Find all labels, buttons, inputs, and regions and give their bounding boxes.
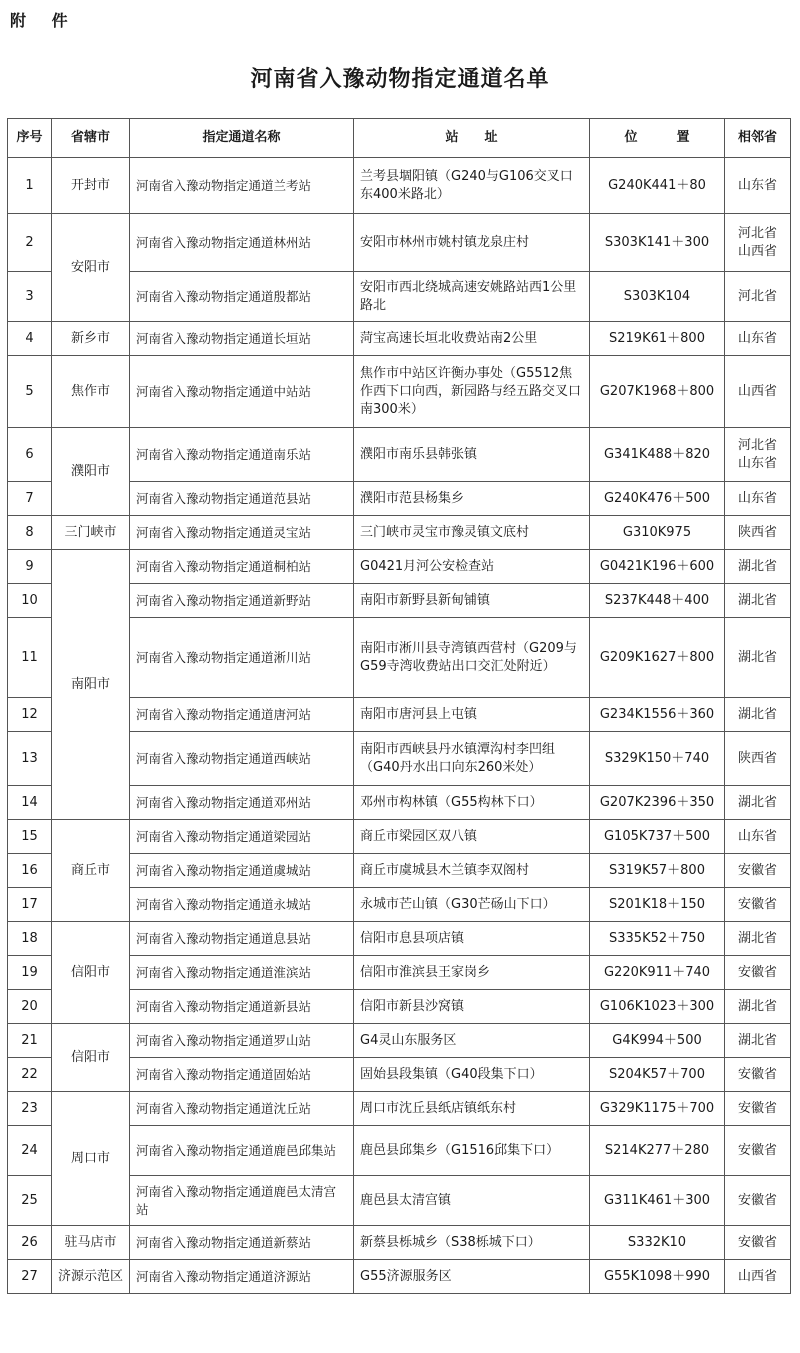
address-cell: 鹿邑县太清宫镇 (354, 1176, 590, 1226)
address-cell: 兰考县堌阳镇（G240与G106交叉口东400米路北） (354, 158, 590, 214)
channel-name: 河南省入豫动物指定通道林州站 (130, 214, 354, 272)
row-number: 27 (8, 1260, 52, 1294)
header-address: 站 址 (354, 119, 590, 158)
channel-name: 河南省入豫动物指定通道南乐站 (130, 428, 354, 482)
table-row (8, 214, 791, 272)
address-cell: G55济源服务区 (354, 1260, 590, 1294)
neighbor-cell: 河北省 山东省 (725, 428, 791, 482)
channel-name: 河南省入豫动物指定通道兰考站 (130, 158, 354, 214)
channel-name: 河南省入豫动物指定通道鹿邑太清宫站 (130, 1176, 354, 1226)
position-cell: G311K461＋300 (590, 1176, 725, 1226)
address-cell: 新蔡县栎城乡（S38栎城下口） (354, 1226, 590, 1260)
row-number: 11 (8, 618, 52, 698)
row-number: 13 (8, 732, 52, 786)
row-number: 17 (8, 888, 52, 922)
city-cell: 开封市 (52, 158, 130, 214)
position-cell: S237K448＋400 (590, 584, 725, 618)
table-row (8, 516, 791, 550)
city-cell: 周口市 (52, 1092, 130, 1226)
neighbor-cell: 山西省 (725, 1260, 791, 1294)
channel-name: 河南省入豫动物指定通道长垣站 (130, 322, 354, 356)
position-cell: G310K975 (590, 516, 725, 550)
address-cell: 信阳市新县沙窝镇 (354, 990, 590, 1024)
neighbor-cell: 湖北省 (725, 550, 791, 584)
channel-name: 河南省入豫动物指定通道沈丘站 (130, 1092, 354, 1126)
row-number: 21 (8, 1024, 52, 1058)
position-cell: S332K10 (590, 1226, 725, 1260)
address-cell: 信阳市淮滨县王家岗乡 (354, 956, 590, 990)
row-number: 6 (8, 428, 52, 482)
address-cell: 商丘市虞城县木兰镇李双阁村 (354, 854, 590, 888)
position-cell: S303K104 (590, 272, 725, 322)
row-number: 22 (8, 1058, 52, 1092)
neighbor-cell: 陕西省 (725, 732, 791, 786)
channel-name: 河南省入豫动物指定通道永城站 (130, 888, 354, 922)
row-number: 4 (8, 322, 52, 356)
neighbor-cell: 湖北省 (725, 1024, 791, 1058)
position-cell: S219K61＋800 (590, 322, 725, 356)
position-cell: S214K277＋280 (590, 1126, 725, 1176)
channel-name: 河南省入豫动物指定通道桐柏站 (130, 550, 354, 584)
row-number: 9 (8, 550, 52, 584)
header-city: 省辖市 (52, 119, 130, 158)
row-number: 3 (8, 272, 52, 322)
city-cell: 新乡市 (52, 322, 130, 356)
row-number: 19 (8, 956, 52, 990)
neighbor-cell: 山东省 (725, 482, 791, 516)
address-cell: 焦作市中站区许衡办事处（G5512焦作西下口向西，新园路与经五路交叉口南300米） (354, 356, 590, 428)
address-cell: 濮阳市南乐县韩张镇 (354, 428, 590, 482)
address-cell: 安阳市林州市姚村镇龙泉庄村 (354, 214, 590, 272)
address-cell: 安阳市西北绕城高速安姚路站西1公里路北 (354, 272, 590, 322)
position-cell: G240K476＋500 (590, 482, 725, 516)
channel-name: 河南省入豫动物指定通道梁园站 (130, 820, 354, 854)
table-row (8, 1092, 791, 1126)
position-cell: S201K18＋150 (590, 888, 725, 922)
neighbor-cell: 河北省 (725, 272, 791, 322)
city-cell: 济源示范区 (52, 1260, 130, 1294)
row-number: 26 (8, 1226, 52, 1260)
city-cell: 驻马店市 (52, 1226, 130, 1260)
channel-name: 河南省入豫动物指定通道新蔡站 (130, 1226, 354, 1260)
channel-name: 河南省入豫动物指定通道鹿邑邱集站 (130, 1126, 354, 1176)
address-cell: 永城市芒山镇（G30芒砀山下口） (354, 888, 590, 922)
annex-label: 附 件 (10, 11, 78, 30)
city-cell: 安阳市 (52, 214, 130, 322)
header-position: 位 置 (590, 119, 725, 158)
neighbor-cell: 湖北省 (725, 990, 791, 1024)
position-cell: G207K2396＋350 (590, 786, 725, 820)
table-row (8, 322, 791, 356)
channel-name: 河南省入豫动物指定通道新县站 (130, 990, 354, 1024)
row-number: 8 (8, 516, 52, 550)
address-cell: 南阳市西峡县丹水镇潭沟村李凹组（G40丹水出口向东260米处） (354, 732, 590, 786)
neighbor-cell: 安徽省 (725, 1058, 791, 1092)
table-row (8, 428, 791, 482)
position-cell: G234K1556＋360 (590, 698, 725, 732)
position-cell: S319K57＋800 (590, 854, 725, 888)
city-cell: 信阳市 (52, 922, 130, 1024)
neighbor-cell: 河北省 山西省 (725, 214, 791, 272)
table-row (8, 1260, 791, 1294)
table-row (8, 550, 791, 584)
address-cell: 信阳市息县项店镇 (354, 922, 590, 956)
header-neighbor: 相邻省 (725, 119, 791, 158)
address-cell: 南阳市新野县新甸铺镇 (354, 584, 590, 618)
row-number: 16 (8, 854, 52, 888)
checkpoint-table (7, 118, 791, 1294)
neighbor-cell: 湖北省 (725, 698, 791, 732)
neighbor-cell: 陕西省 (725, 516, 791, 550)
channel-name: 河南省入豫动物指定通道息县站 (130, 922, 354, 956)
position-cell: G0421K196＋600 (590, 550, 725, 584)
neighbor-cell: 安徽省 (725, 1126, 791, 1176)
channel-name: 河南省入豫动物指定通道西峡站 (130, 732, 354, 786)
row-number: 10 (8, 584, 52, 618)
address-cell: 邓州市构林镇（G55构林下口） (354, 786, 590, 820)
table-row (8, 922, 791, 956)
channel-name: 河南省入豫动物指定通道范县站 (130, 482, 354, 516)
table-row (8, 158, 791, 214)
neighbor-cell: 山东省 (725, 322, 791, 356)
channel-name: 河南省入豫动物指定通道邓州站 (130, 786, 354, 820)
address-cell: 菏宝高速长垣北收费站南2公里 (354, 322, 590, 356)
position-cell: G207K1968＋800 (590, 356, 725, 428)
city-cell: 南阳市 (52, 550, 130, 820)
table-row (8, 1226, 791, 1260)
neighbor-cell: 安徽省 (725, 1176, 791, 1226)
neighbor-cell: 安徽省 (725, 888, 791, 922)
address-cell: 南阳市唐河县上屯镇 (354, 698, 590, 732)
address-cell: 鹿邑县邱集乡（G1516邱集下口） (354, 1126, 590, 1176)
position-cell: S335K52＋750 (590, 922, 725, 956)
city-cell: 商丘市 (52, 820, 130, 922)
city-cell: 焦作市 (52, 356, 130, 428)
position-cell: G105K737＋500 (590, 820, 725, 854)
address-cell: 固始县段集镇（G40段集下口） (354, 1058, 590, 1092)
neighbor-cell: 安徽省 (725, 1226, 791, 1260)
neighbor-cell: 安徽省 (725, 854, 791, 888)
position-cell: G55K1098＋990 (590, 1260, 725, 1294)
header-name: 指定通道名称 (130, 119, 354, 158)
address-cell: G0421月河公安检查站 (354, 550, 590, 584)
position-cell: G240K441＋80 (590, 158, 725, 214)
header-no: 序号 (8, 119, 52, 158)
neighbor-cell: 山东省 (725, 820, 791, 854)
channel-name: 河南省入豫动物指定通道唐河站 (130, 698, 354, 732)
neighbor-cell: 湖北省 (725, 922, 791, 956)
row-number: 15 (8, 820, 52, 854)
address-cell: 濮阳市范县杨集乡 (354, 482, 590, 516)
position-cell: G209K1627＋800 (590, 618, 725, 698)
position-cell: G329K1175＋700 (590, 1092, 725, 1126)
channel-name: 河南省入豫动物指定通道殷都站 (130, 272, 354, 322)
address-cell: G4灵山东服务区 (354, 1024, 590, 1058)
document-title: 河南省入豫动物指定通道名单 (250, 67, 550, 92)
address-cell: 三门峡市灵宝市豫灵镇文底村 (354, 516, 590, 550)
row-number: 20 (8, 990, 52, 1024)
channel-name: 河南省入豫动物指定通道新野站 (130, 584, 354, 618)
row-number: 5 (8, 356, 52, 428)
row-number: 14 (8, 786, 52, 820)
position-cell: G4K994＋500 (590, 1024, 725, 1058)
channel-name: 河南省入豫动物指定通道淅川站 (130, 618, 354, 698)
position-cell: S204K57＋700 (590, 1058, 725, 1092)
position-cell: S303K141＋300 (590, 214, 725, 272)
row-number: 2 (8, 214, 52, 272)
row-number: 1 (8, 158, 52, 214)
channel-name: 河南省入豫动物指定通道固始站 (130, 1058, 354, 1092)
row-number: 12 (8, 698, 52, 732)
channel-name: 河南省入豫动物指定通道济源站 (130, 1260, 354, 1294)
channel-name: 河南省入豫动物指定通道淮滨站 (130, 956, 354, 990)
position-cell: G341K488＋820 (590, 428, 725, 482)
neighbor-cell: 湖北省 (725, 584, 791, 618)
position-cell: S329K150＋740 (590, 732, 725, 786)
channel-name: 河南省入豫动物指定通道罗山站 (130, 1024, 354, 1058)
row-number: 25 (8, 1176, 52, 1226)
position-cell: G220K911＋740 (590, 956, 725, 990)
channel-name: 河南省入豫动物指定通道灵宝站 (130, 516, 354, 550)
city-cell: 濮阳市 (52, 428, 130, 516)
city-cell: 三门峡市 (52, 516, 130, 550)
neighbor-cell: 山西省 (725, 356, 791, 428)
row-number: 24 (8, 1126, 52, 1176)
neighbor-cell: 湖北省 (725, 618, 791, 698)
table-row (8, 820, 791, 854)
table-header-row (8, 119, 791, 158)
table-row (8, 356, 791, 428)
address-cell: 周口市沈丘县纸店镇纸东村 (354, 1092, 590, 1126)
address-cell: 南阳市淅川县寺湾镇西营村（G209与G59寺湾收费站出口交汇处附近） (354, 618, 590, 698)
channel-name: 河南省入豫动物指定通道虞城站 (130, 854, 354, 888)
channel-name: 河南省入豫动物指定通道中站站 (130, 356, 354, 428)
city-cell: 信阳市 (52, 1024, 130, 1092)
neighbor-cell: 安徽省 (725, 956, 791, 990)
neighbor-cell: 安徽省 (725, 1092, 791, 1126)
position-cell: G106K1023＋300 (590, 990, 725, 1024)
address-cell: 商丘市梁园区双八镇 (354, 820, 590, 854)
row-number: 23 (8, 1092, 52, 1126)
neighbor-cell: 湖北省 (725, 786, 791, 820)
table-row (8, 1024, 791, 1058)
neighbor-cell: 山东省 (725, 158, 791, 214)
row-number: 7 (8, 482, 52, 516)
row-number: 18 (8, 922, 52, 956)
